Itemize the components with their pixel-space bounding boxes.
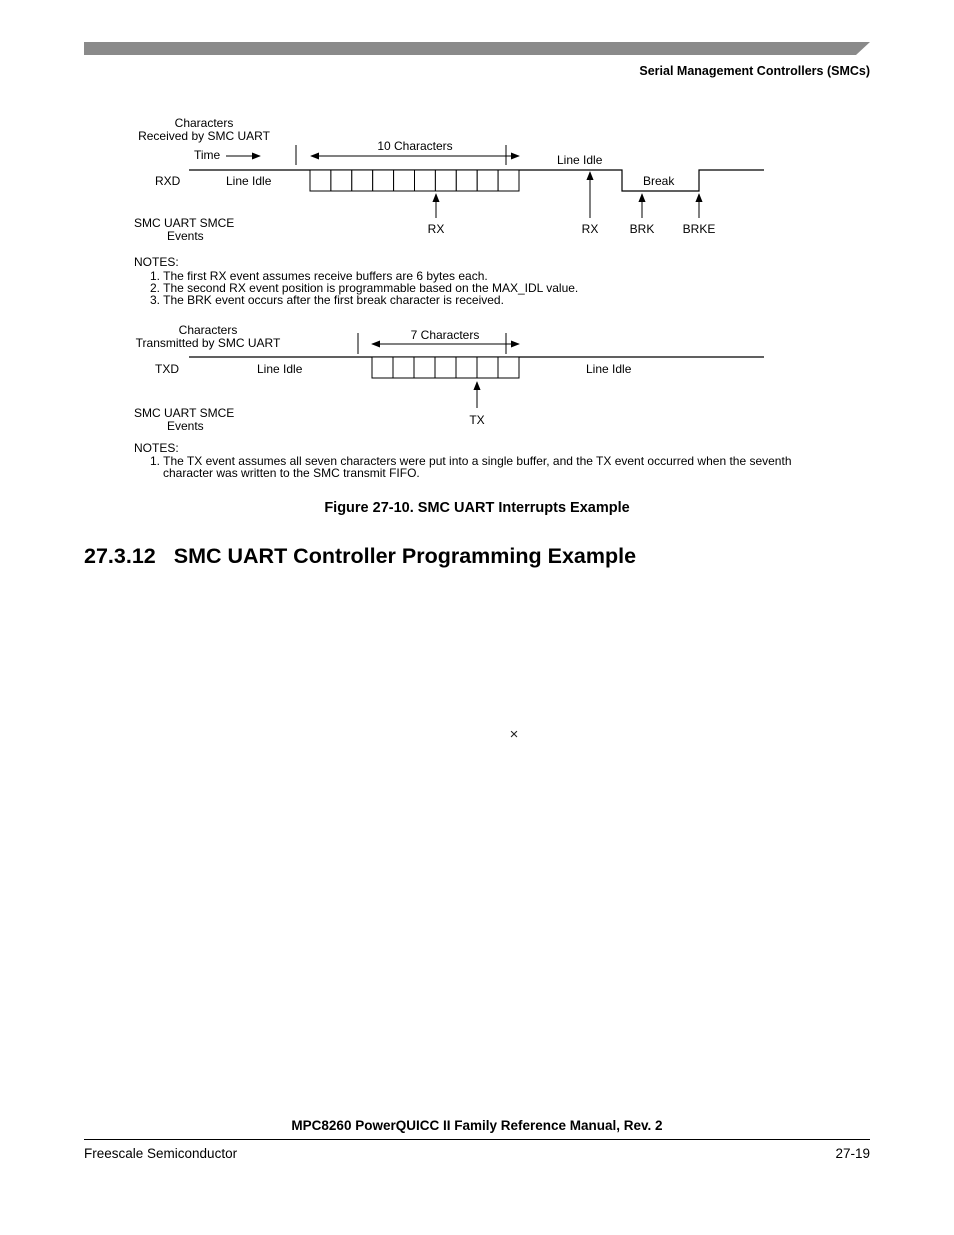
rx-character-box [435,170,456,191]
rx-character-box [373,170,394,191]
rx-character-box [331,170,352,191]
rx-count-label: 10 Characters [377,139,453,153]
rx-events-label-1: SMC UART SMCE [134,216,235,230]
footer-divider [84,1139,870,1140]
tx-count-label: 7 Characters [410,328,480,342]
tx-character-box [498,357,519,378]
rx-chars-label-2: Received by SMC UART [138,129,270,143]
section-title-text: SMC UART Controller Programming Example [173,544,637,568]
tx-character-box [477,357,498,378]
footer-company: Freescale Semiconductor [84,1146,238,1161]
notes1-item-2: 2. The second RX event position is programmable based on the MAX_IDL value. [150,281,579,295]
footer-page-number: 27-19 [835,1146,870,1161]
tx-character-box [372,357,393,378]
section-heading [84,544,636,569]
rx-character-box [352,170,373,191]
time-label: Time [194,148,221,162]
tx-events-label-2: Events [167,419,204,433]
rx-character-box [415,170,436,191]
brke-event-label: BRKE [682,222,716,236]
smc-uart-interrupts-diagram [0,0,954,500]
rx-chars-label-1: Characters [174,116,234,130]
rx1-event-label: RX [427,222,445,236]
notes1-item-3: 3. The BRK event occurs after the first break character is received. [150,293,504,307]
rxd-label: RXD [155,174,181,188]
close-icon[interactable]: × [509,726,519,743]
rx-character-box [498,170,519,191]
footer-manual-title: MPC8260 PowerQUICC II Family Reference Manual, Rev. 2 [291,1118,663,1133]
tx-chars-label-2: Transmitted by SMC UART [135,336,281,350]
tx-event-label: TX [469,413,485,427]
rx-character-box [310,170,331,191]
tx-chars-label-1: Characters [178,323,238,337]
tx-character-box [456,357,477,378]
rx-character-boxes [310,170,519,191]
tx-character-box [435,357,456,378]
notes2-line-2: character was written to the SMC transmit FIFO. [163,466,420,480]
tx-line-idle-left: Line Idle [257,362,303,376]
notes2-line-1: 1. The TX event assumes all seven characters were put into a single buffer, and the TX event occurred when the seventh [150,454,792,468]
rx-line-idle-left: Line Idle [226,174,272,188]
tx-character-box [414,357,435,378]
rx-character-box [394,170,415,191]
brk-event-label: BRK [629,222,655,236]
notes1-heading: NOTES: [134,255,179,269]
rx-events-label-2: Events [167,229,204,243]
tx-character-box [393,357,414,378]
notes2-heading: NOTES: [134,441,179,455]
figure-caption: Figure 27-10. SMC UART Interrupts Example [324,500,630,516]
rx2-event-label: RX [581,222,599,236]
section-number: 27.3.12 [84,544,156,568]
running-header: Serial Management Controllers (SMCs) [639,64,870,78]
rx-character-box [477,170,498,191]
rx-line-idle-right: Line Idle [557,153,603,167]
notes1-item-1: 1. The first RX event assumes receive buffers are 6 bytes each. [150,269,488,283]
txd-label: TXD [155,362,179,376]
rx-character-box [456,170,477,191]
tx-character-boxes [372,357,519,378]
tx-line-idle-right: Line Idle [586,362,632,376]
tx-events-label-1: SMC UART SMCE [134,406,235,420]
break-label: Break [643,174,675,188]
